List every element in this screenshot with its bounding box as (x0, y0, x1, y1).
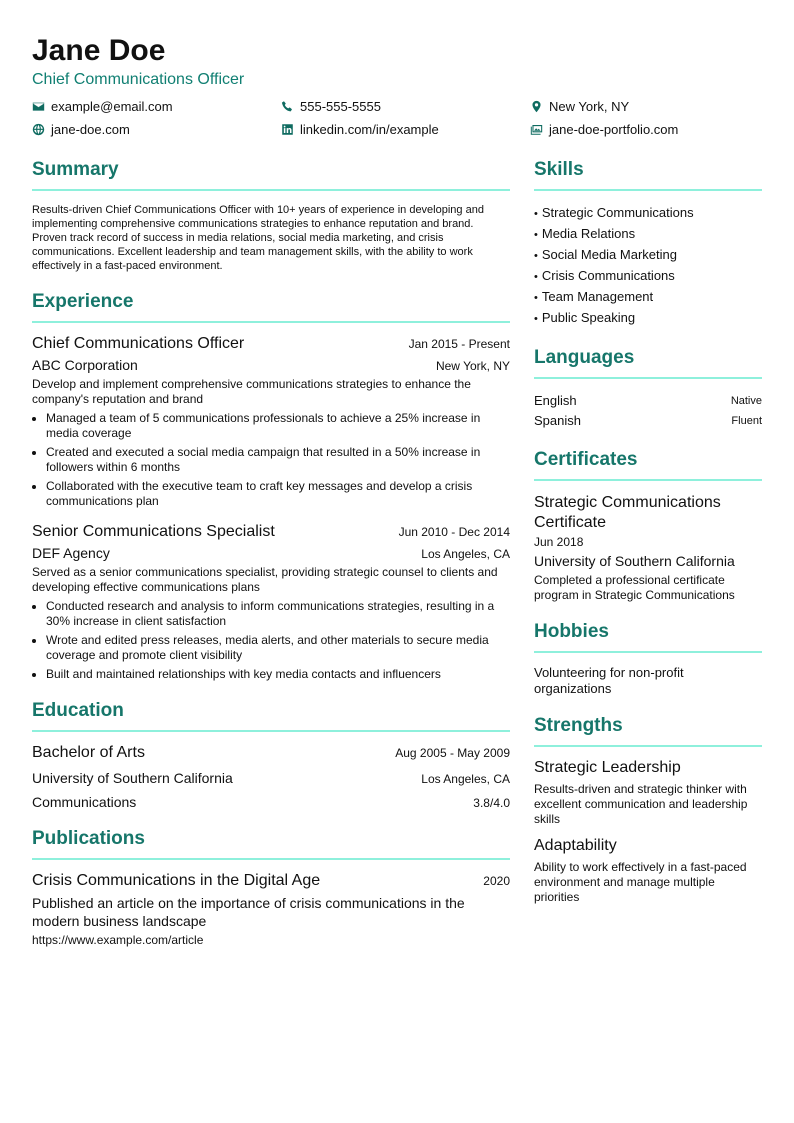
contact-website[interactable] (32, 122, 281, 137)
language-level: Native (730, 394, 762, 407)
summary-text: Results-driven Chief Communications Officer with 10+ years of experience in developing and implementing comprehensive communications strategies to enhance reputation and brand. Proven track record of success in media relations, social media marketing, and crisis communications. Excellent leadership and team management skills, with the ability to work effectively in a fast-paced environment. (32, 203, 484, 272)
job-company: ABC Corporation (32, 356, 138, 373)
certificate-description: Completed a professional certificate program in Strategic Communications (534, 572, 735, 602)
job-company: DEF Agency (32, 544, 110, 561)
hobby-item: Volunteering for non-profit organizations (534, 664, 684, 696)
job-bullet: • Collaborated with the executive team to craft key messages and develop a crisis communications plan (46, 479, 510, 509)
contact-info (32, 99, 762, 137)
contact-phone-text: 555-555-5555 (300, 98, 381, 114)
contact-linkedin[interactable] (281, 122, 530, 137)
linkedin-icon (281, 123, 294, 136)
mail-icon (32, 100, 45, 113)
publications-section (32, 828, 510, 947)
contact-email[interactable] (32, 99, 281, 114)
experience-heading: Experience (32, 290, 134, 312)
education-date: Aug 2005 - May 2009 (395, 745, 510, 760)
experience-section (32, 291, 510, 682)
job-bullet: • Wrote and edited press releases, media alerts, and other materials to secure media coverage and promote client visibility (46, 633, 510, 663)
skills-section (534, 159, 762, 329)
strength-description: Ability to work effectively in a fast-paced environment and manage multiple priorities (534, 859, 747, 904)
section-divider (32, 730, 510, 732)
publication-year: 2020 (483, 873, 510, 888)
location-pin-icon (530, 100, 543, 113)
education-heading: Education (32, 699, 124, 721)
job-location: New York, NY (435, 358, 510, 373)
job-location: Los Angeles, CA (421, 546, 510, 561)
certificate-date: Jun 2018 (534, 534, 584, 549)
skill-item: • Social Media Marketing (534, 245, 762, 266)
certificates-section (534, 449, 762, 603)
contact-location (530, 99, 762, 114)
left-column (32, 159, 510, 965)
certificates-heading: Certificates (534, 448, 638, 470)
right-column (534, 159, 762, 965)
contact-phone[interactable] (281, 99, 530, 114)
strength-description: Results-driven and strategic thinker with excellent communication and leadership skills (534, 781, 748, 826)
job-bullet: • Built and maintained relationships with key media contacts and influencers (46, 667, 510, 682)
section-divider (534, 189, 762, 191)
strength-title: Strategic Leadership (534, 758, 681, 776)
job-date: Jan 2015 - Present (408, 336, 510, 351)
job-bullets (32, 599, 510, 682)
section-divider (534, 479, 762, 481)
certificate-issuer: University of Southern California (534, 552, 735, 569)
section-divider (32, 321, 510, 323)
skills-heading: Skills (534, 158, 584, 180)
section-divider (534, 745, 762, 747)
portfolio-image-icon (530, 123, 543, 136)
publications-heading: Publications (32, 827, 145, 849)
skill-item: • Team Management (534, 287, 762, 308)
contact-email-text: example@email.com (51, 98, 173, 114)
education-location: Los Angeles, CA (421, 771, 510, 786)
resume-page (32, 30, 762, 965)
education-section (32, 700, 510, 810)
globe-icon (32, 123, 45, 136)
publication-url[interactable]: https://www.example.com/article (32, 932, 204, 947)
education-field: Communications (32, 793, 137, 810)
contact-linkedin-text: linkedin.com/in/example (300, 121, 439, 137)
section-divider (534, 377, 762, 379)
education-degree: Bachelor of Arts (32, 743, 145, 761)
language-name: English (534, 392, 577, 408)
language-level: Fluent (731, 414, 762, 427)
skill-item: • Media Relations (534, 224, 762, 245)
strengths-heading: Strengths (534, 714, 623, 736)
language-name: Spanish (534, 412, 581, 428)
publication-name: Crisis Communications in the Digital Age (32, 871, 321, 889)
languages-section (534, 347, 762, 431)
section-divider (32, 189, 510, 191)
education-gpa: 3.8/4.0 (473, 795, 510, 810)
job-description: Develop and implement comprehensive communications strategies to enhance the company's reputation and brand (32, 376, 471, 406)
phone-icon (281, 100, 294, 113)
job-bullet: • Created and executed a social media campaign that resulted in a 50% increase in followers within 6 months (46, 445, 510, 475)
job-entry (32, 523, 510, 682)
education-school: University of Southern California (32, 769, 233, 786)
certificate-name: Strategic Communications Certificate (534, 493, 721, 531)
contact-portfolio[interactable] (530, 122, 762, 137)
skill-item: • Crisis Communications (534, 266, 762, 287)
skill-item: • Public Speaking (534, 308, 762, 329)
strengths-section (534, 715, 762, 905)
strength-title: Adaptability (534, 836, 617, 854)
job-bullet: • Managed a team of 5 communications professionals to achieve a 25% increase in media coverage (46, 411, 510, 441)
job-date: Jun 2010 - Dec 2014 (398, 524, 510, 539)
section-divider (32, 858, 510, 860)
resume-columns (32, 159, 762, 965)
job-bullet: • Conducted research and analysis to inform communications strategies, resulting in a 30% increase in client satisfaction (46, 599, 510, 629)
hobbies-heading: Hobbies (534, 620, 609, 642)
contact-location-text: New York, NY (549, 98, 630, 114)
languages-heading: Languages (534, 346, 635, 368)
language-row (534, 411, 762, 431)
publication-description: Published an article on the importance of crisis communications in the modern business landscape (32, 894, 465, 929)
summary-section (32, 159, 510, 273)
contact-website-text: jane-doe.com (51, 121, 130, 137)
job-description: Served as a senior communications specialist, providing strategic counsel to clients and developing effective communications plans (32, 564, 498, 594)
job-bullets (32, 411, 510, 509)
job-entry (32, 335, 510, 509)
section-divider (534, 651, 762, 653)
candidate-headline: Chief Communications Officer (32, 70, 245, 88)
language-row (534, 391, 762, 411)
job-title: Chief Communications Officer (32, 334, 245, 352)
skill-item: • Strategic Communications (534, 203, 762, 224)
job-title: Senior Communications Specialist (32, 522, 275, 540)
summary-heading: Summary (32, 158, 119, 180)
contact-portfolio-text: jane-doe-portfolio.com (549, 121, 679, 137)
hobbies-section (534, 621, 762, 697)
candidate-name: Jane Doe (32, 34, 166, 67)
